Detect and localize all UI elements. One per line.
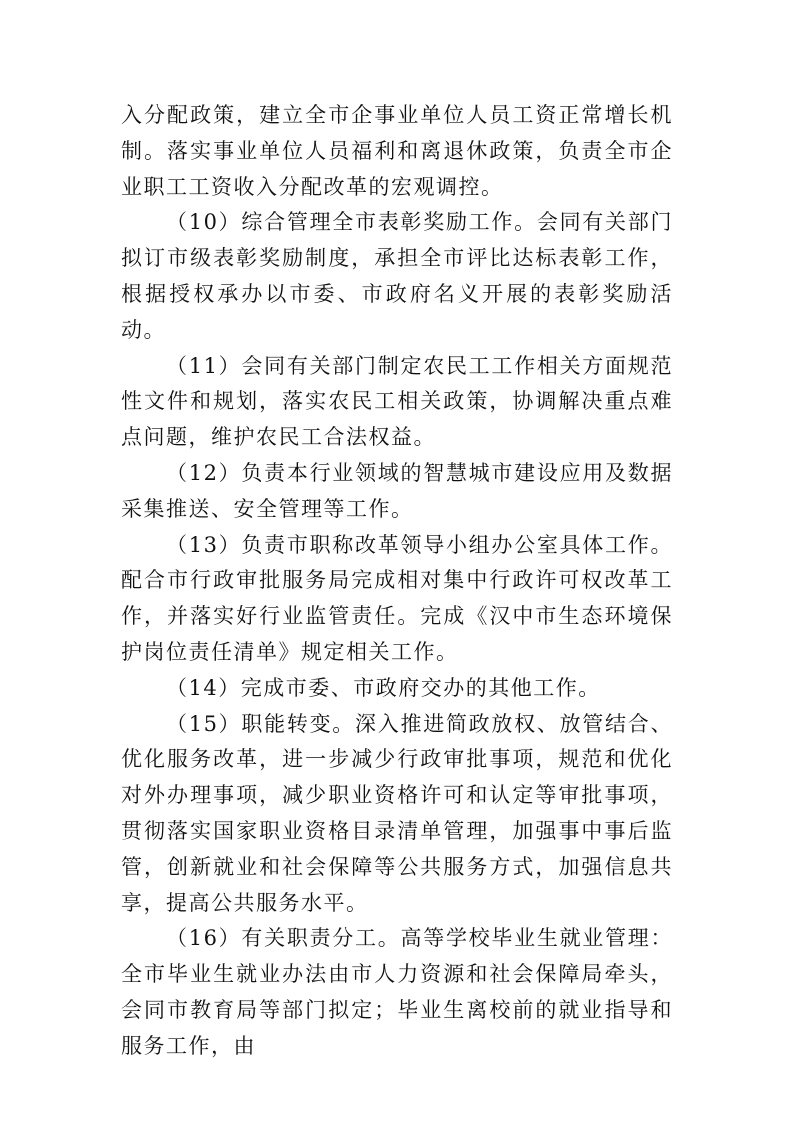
- paragraph-item-13: （13）负责市职称改革领导小组办公室具体工作。配合市行政审批服务局完成相对集中行政许可权改革工作，并落实好行业监管责任。完成《汉中市生态环境保护岗位责任清单》规定相关工作。: [121, 532, 673, 664]
- paragraph-item-12: （12）负责本行业领域的智慧城市建设应用及数据采集推送、安全管理等工作。: [121, 460, 673, 521]
- paragraph-item-15: （15）职能转变。深入推进简政放权、放管结合、优化服务改革，进一步减少行政审批事项，规范和优化对外办理事项，减少职业资格许可和认定等审批事项，贯彻落实国家职业资格目录清单管理，加强事中事后监管，创新就业和社会保障等公共服务方式，加强信息共享，提高公共服务水平。: [121, 711, 673, 915]
- document-body: [121, 98, 673, 1065]
- paragraph-item-16: （16）有关职责分工。高等学校毕业生就业管理：全市毕业生就业办法由市人力资源和社会保障局牵头，会同市教育局等部门拟定；毕业生离校前的就业指导和服务工作，由: [121, 926, 673, 1058]
- paragraph-salary-policy: 入分配政策，建立全市企事业单位人员工资正常增长机制。落实事业单位人员福利和离退休政策，负责全市企业职工工资收入分配改革的宏观调控。: [121, 103, 673, 199]
- paragraph-item-11: （11）会同有关部门制定农民工工作相关方面规范性文件和规划，落实农民工相关政策，协调解决重点难点问题，维护农民工合法权益。: [121, 353, 673, 450]
- paragraph-item-14: （14）完成市委、市政府交办的其他工作。: [166, 675, 601, 700]
- paragraph-item-10: （10）综合管理全市表彰奖励工作。会同有关部门拟订市级表彰奖励制度，承担全市评比达标表彰工作，根据授权承办以市委、市政府名义开展的表彰奖励活动。: [121, 210, 673, 342]
